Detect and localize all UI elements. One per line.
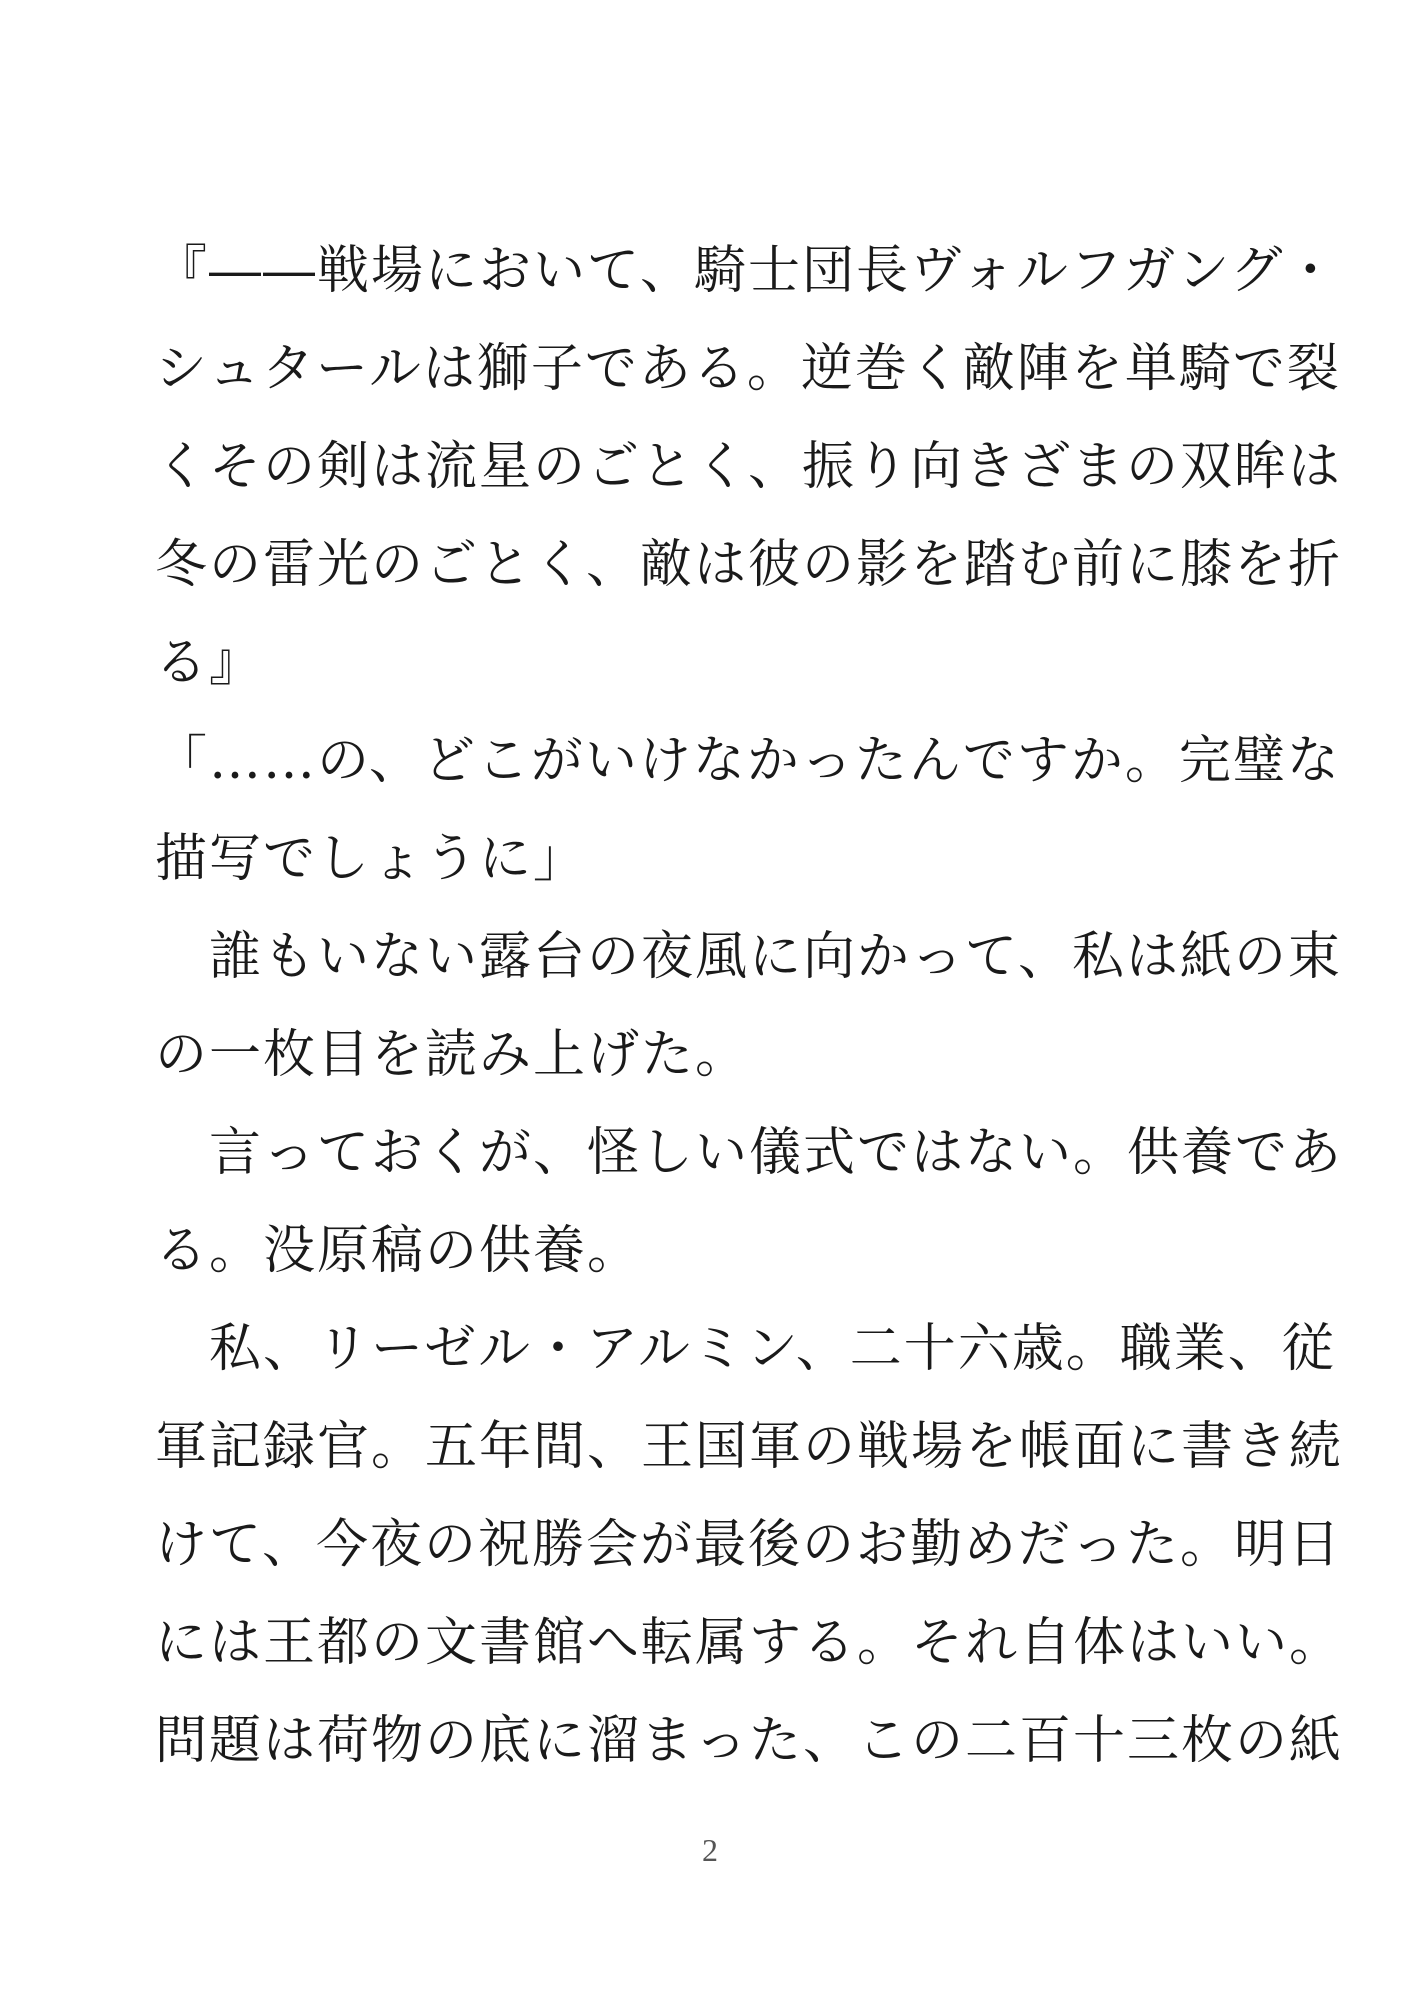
text-line: の一枚目を読み上げた。: [155, 1025, 750, 1085]
text-line: 冬の雷光のごとく、敵は彼の影を踏む前に膝を折: [155, 535, 1342, 595]
text-line: 問題は荷物の底に溜まった、この二百十三枚の紙: [155, 1711, 1344, 1771]
text-line: 言っておくが、怪しい儀式ではない。供養であ: [155, 1123, 1344, 1183]
text-line: には王都の文書館へ転属する。それ自体はいい。: [155, 1613, 1344, 1673]
text-line: 私、リーゼル・アルミン、二十六歳。職業、従: [155, 1319, 1336, 1379]
text-line: シュタールは獅子である。逆巻く敵陣を単騎で裂: [155, 339, 1341, 399]
text-line: けて、今夜の祝勝会が最後のお勤めだった。明日: [155, 1515, 1342, 1575]
page-body: [155, 222, 1344, 1790]
text-line: 軍記録官。五年間、王国軍の戦場を帳面に書き続: [155, 1417, 1344, 1477]
text-line: 「……の、どこがいけなかったんですか。完璧な: [155, 731, 1341, 791]
page-number: 2: [702, 1832, 718, 1868]
text-line: くその剣は流星のごとく、振り向きざまの双眸は: [155, 437, 1342, 497]
text-line: る。没原稿の供養。: [155, 1221, 642, 1281]
text-line: 誰もいない露台の夜風に向かって、私は紙の束: [155, 927, 1342, 987]
text-line: 『――戦場において、騎士団長ヴォルフガング・: [155, 241, 1339, 301]
text-line: 描写でしょうに」: [155, 829, 588, 889]
text-line: る』: [155, 633, 264, 693]
